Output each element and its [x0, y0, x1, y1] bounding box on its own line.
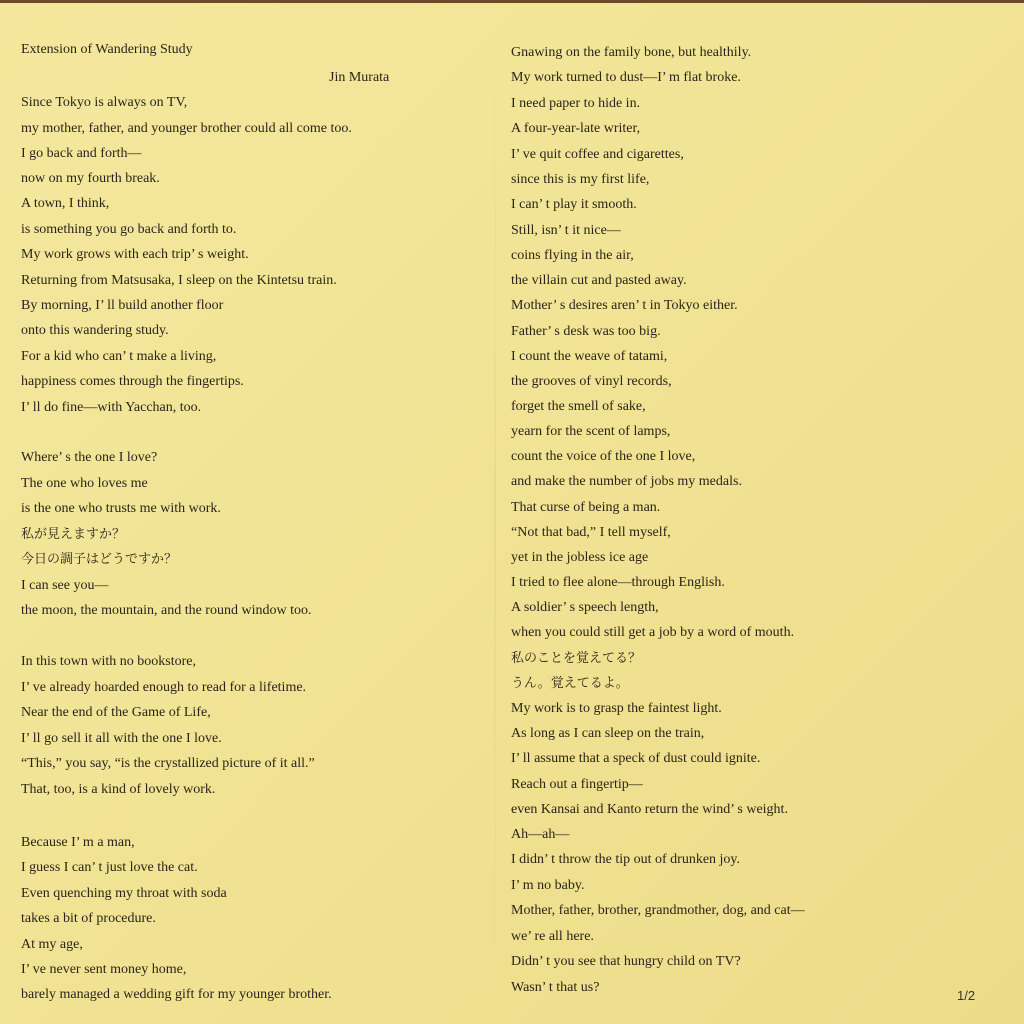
poem-line: Mother’ s desires aren’ t in Tokyo either.	[511, 298, 738, 313]
paper-sheet	[0, 3, 1024, 1024]
poem-line: Where’ s the one I love?	[21, 450, 158, 465]
poem-line-japanese: うん。覚えてるよ。	[511, 676, 629, 691]
poem-line: Reach out a fingertip—	[511, 777, 643, 792]
poem-line: takes a bit of procedure.	[21, 911, 156, 926]
poem-line: I didn’ t throw the tip out of drunken joy.	[511, 852, 741, 867]
poem-line: I’ ll do fine—with Yacchan, too.	[21, 400, 202, 415]
poem-line-japanese: 今日の調子はどうですか？	[21, 552, 178, 567]
poem-line: My work is to grasp the faintest light.	[511, 701, 722, 716]
poem-line: Didn’ t you see that hungry child on TV?	[511, 954, 741, 969]
poem-line: In this town with no bookstore,	[21, 654, 196, 669]
poem-line: I can see you—	[21, 578, 109, 593]
poem-line-japanese: 私が見えますか？	[21, 527, 126, 542]
poem-line: happiness comes through the fingertips.	[21, 374, 244, 389]
poem-line: “Not that bad,” I tell myself,	[511, 525, 671, 540]
poem-line: A four-year-late writer,	[511, 121, 641, 136]
poem-line: Even quenching my throat with soda	[21, 886, 227, 901]
poem-line: when you could still get a job by a word of mouth.	[511, 625, 795, 640]
poem-line: Wasn’ t that us?	[511, 980, 600, 995]
poem-line: A town, I think,	[21, 196, 110, 211]
poem-line: For a kid who can’ t make a living,	[21, 349, 217, 364]
poem-line: That curse of being a man.	[511, 500, 661, 515]
poem-line: Gnawing on the family bone, but healthily.	[511, 45, 752, 60]
poem-line: At my age,	[21, 937, 83, 952]
poem-line: My work grows with each trip’ s weight.	[21, 247, 249, 262]
poem-line: now on my fourth break.	[21, 171, 160, 186]
poem-author: Jin Murata	[329, 70, 390, 85]
poem-line: Because I’ m a man,	[21, 835, 135, 850]
poem-line: onto this wandering study.	[21, 323, 169, 338]
poem-line: the grooves of vinyl records,	[511, 374, 672, 389]
poem-line: I tried to flee alone—through English.	[511, 575, 725, 590]
poem-line: Father’ s desk was too big.	[511, 324, 661, 339]
page-fold-crease	[494, 3, 496, 1024]
page-number: 1/2	[957, 988, 976, 1003]
poem-line: is something you go back and forth to.	[21, 222, 237, 237]
poem-line: count the voice of the one I love,	[511, 449, 696, 464]
poem-line: Near the end of the Game of Life,	[21, 705, 211, 720]
poem-line: I count the weave of tatami,	[511, 349, 668, 364]
poem-line: Returning from Matsusaka, I sleep on the Kintetsu train.	[21, 273, 337, 288]
poem-line: I’ ve never sent money home,	[21, 962, 187, 977]
poem-line: By morning, I’ ll build another floor	[21, 298, 224, 313]
poem-line: The one who loves me	[21, 476, 148, 491]
poem-line: I go back and forth—	[21, 146, 142, 161]
poem-line: Ah—ah—	[511, 827, 570, 842]
poem-line: Still, isn’ t it nice—	[511, 223, 621, 238]
poem-line: “This,” you say, “is the crystallized picture of it all.”	[21, 756, 315, 771]
poem-line: Since Tokyo is always on TV,	[21, 95, 188, 110]
poem-line: I’ ll go sell it all with the one I love.	[21, 731, 222, 746]
poem-line: my mother, father, and younger brother could all come too.	[21, 121, 352, 136]
poem-line: the moon, the mountain, and the round window too.	[21, 603, 312, 618]
poem-line: coins flying in the air,	[511, 248, 634, 263]
poem-line: yearn for the scent of lamps,	[511, 424, 671, 439]
poem-line: A soldier’ s speech length,	[511, 600, 659, 615]
poem-line: I can’ t play it smooth.	[511, 197, 637, 212]
poem-line: Mother, father, brother, grandmother, dog, and cat—	[511, 903, 805, 918]
poem-line: forget the smell of sake,	[511, 399, 646, 414]
poem-line: yet in the jobless ice age	[511, 550, 649, 565]
poem-line: My work turned to dust—I’ m flat broke.	[511, 70, 741, 85]
poem-line: I’ m no baby.	[511, 878, 585, 893]
poem-line: I need paper to hide in.	[511, 96, 641, 111]
poem-line: even Kansai and Kanto return the wind’ s weight.	[511, 802, 788, 817]
poem-title: Extension of Wandering Study	[21, 42, 193, 57]
poem-line: That, too, is a kind of lovely work.	[21, 782, 216, 797]
poem-line: we’ re all here.	[511, 929, 594, 944]
poem-line: I guess I can’ t just love the cat.	[21, 860, 198, 875]
poem-line: As long as I can sleep on the train,	[511, 726, 705, 741]
poem-line: the villain cut and pasted away.	[511, 273, 687, 288]
poem-line: I’ ve quit coffee and cigarettes,	[511, 147, 684, 162]
poem-line-japanese: 私のことを覚えてる？	[511, 651, 642, 666]
poem-line: and make the number of jobs my medals.	[511, 474, 742, 489]
poem-line: I’ ll assume that a speck of dust could ignite.	[511, 751, 761, 766]
poem-line: is the one who trusts me with work.	[21, 501, 221, 516]
poem-line: I’ ve already hoarded enough to read for a lifetime.	[21, 680, 307, 695]
poem-line: barely managed a wedding gift for my younger brother.	[21, 987, 332, 1002]
poem-line: since this is my first life,	[511, 172, 650, 187]
